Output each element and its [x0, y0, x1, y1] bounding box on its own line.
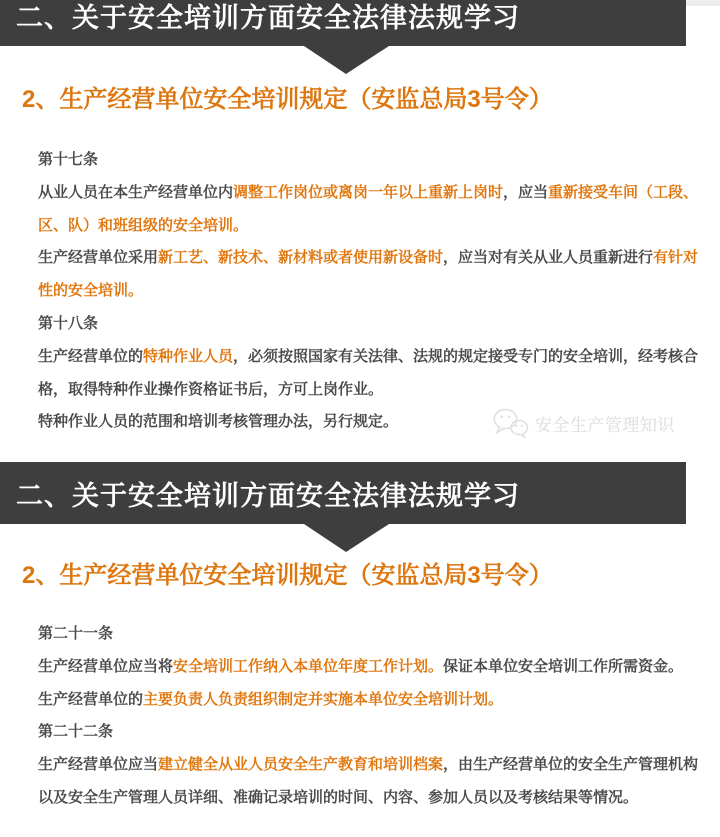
highlighted-text: 重新接受车间（工段、 — [548, 183, 699, 201]
body-text: 生产经营单位采用 — [38, 249, 159, 267]
highlighted-text: 调整工作岗位或离岗一年以上重新上岗时 — [233, 183, 504, 201]
body-text: 生产经营单位的 — [38, 690, 144, 708]
section-heading: 2、生产经营单位安全培训规定（安监总局3号令） — [22, 86, 553, 113]
body-text: ，应当 — [503, 183, 549, 201]
highlighted-text: 特种作业人员 — [143, 347, 234, 365]
text-line — [38, 618, 710, 651]
article-body — [38, 618, 710, 815]
highlighted-text: 建立健全从业人员安全生产教育和培训档案 — [158, 756, 444, 774]
body-text: 生产经营单位应当 — [38, 756, 159, 774]
body-text: 特种作业人员的范围和培训考核管理办法，另行规定。 — [38, 413, 399, 431]
highlighted-text: 主要负责人负责组织制定并实施本单位安全培训计划。 — [143, 690, 504, 708]
section-banner — [0, 462, 686, 524]
article-body — [38, 144, 710, 439]
body-text: ，必须按照国家有关法律、法规的规定接受专门的安全培训，经考核合 — [233, 347, 699, 365]
body-text: 以及安全生产管理人员详细、准确记录培训的时间、内容、参加人员以及考核结果等情况。 — [38, 788, 639, 806]
arrow-down-pointer — [304, 524, 389, 552]
body-text: ，由生产经营单位的安全生产管理机构 — [443, 756, 699, 774]
body-text: 从业人员在本生产经营单位内 — [38, 183, 234, 201]
text-line — [38, 242, 710, 275]
highlighted-text: 性的安全培训。 — [38, 282, 144, 300]
banner-title: 二、关于安全培训方面安全法律法规学习 — [16, 2, 520, 33]
text-line — [38, 210, 710, 243]
body-text: 生产经营单位应当将 — [38, 657, 174, 675]
text-line — [38, 144, 710, 177]
highlighted-text: 新工艺、新技术、新材料或者使用新设备时 — [158, 249, 444, 267]
watermark — [492, 407, 675, 439]
banner-title: 二、关于安全培训方面安全法律法规学习 — [16, 480, 520, 511]
body-text: 第二十一条 — [38, 625, 114, 642]
highlighted-text: 安全培训工作纳入本单位年度工作计划。 — [173, 657, 444, 675]
highlighted-text: 区、队）和班组级的安全培训。 — [38, 216, 249, 234]
text-line — [38, 749, 710, 782]
text-line — [38, 716, 710, 749]
body-text: 格，取得特种作业操作资格证书后，方可上岗作业。 — [38, 380, 384, 398]
body-text: 保证本单位安全培训工作所需资金。 — [443, 657, 684, 675]
text-line — [38, 684, 710, 717]
body-text: ，应当对有关从业人员重新进行 — [443, 249, 654, 267]
text-line — [38, 782, 710, 815]
body-text: 第十七条 — [38, 151, 99, 168]
arrow-down-pointer — [304, 46, 389, 74]
wechat-logo-icon — [492, 407, 530, 439]
body-text: 第十八条 — [38, 314, 99, 332]
text-line — [38, 308, 710, 341]
text-line — [38, 651, 710, 684]
body-text: 生产经营单位的 — [38, 347, 144, 365]
section-heading: 2、生产经营单位安全培训规定（安监总局3号令） — [22, 562, 553, 589]
text-line — [38, 275, 710, 308]
section-banner — [0, 0, 686, 46]
top-right-strip — [686, 0, 720, 6]
watermark-label: 安全生产管理知识 — [535, 415, 675, 435]
text-line — [38, 177, 710, 210]
body-text: 第二十二条 — [38, 723, 114, 741]
text-line — [38, 374, 710, 407]
highlighted-text: 有针对 — [653, 249, 699, 267]
text-line — [38, 341, 710, 374]
